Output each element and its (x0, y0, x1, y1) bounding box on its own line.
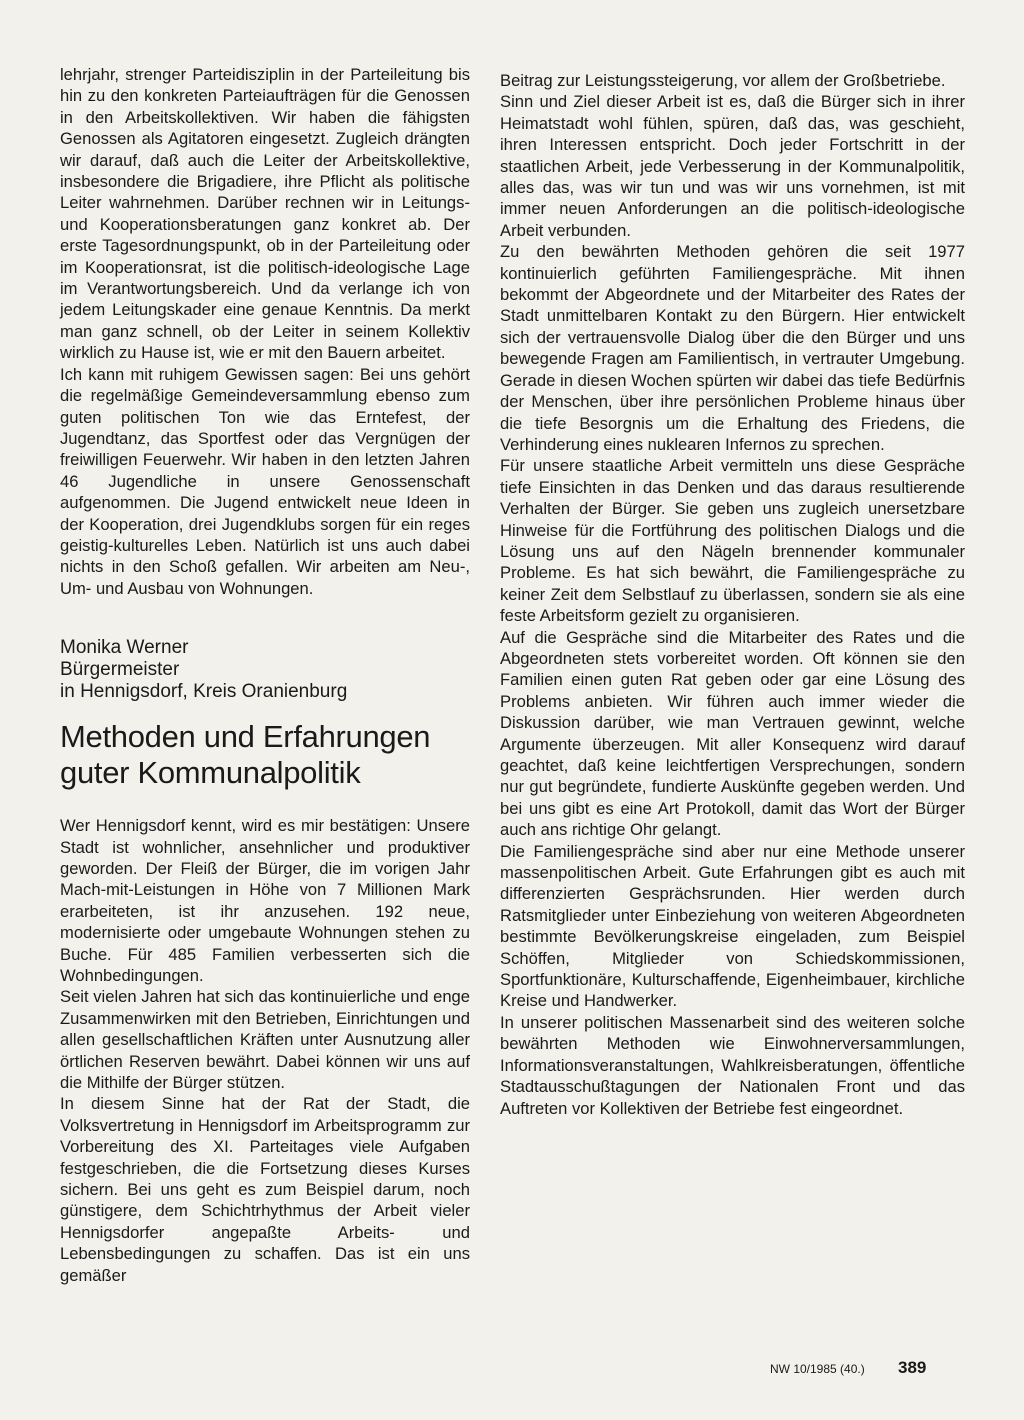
right-column (500, 70, 965, 1119)
author-role: Bürgermeister (60, 659, 180, 681)
body-paragraph: Die Familiengespräche sind aber nur eine Methode unserer massenpolitischen Arbeit. Gute Erfahrungen gibt es auch mit differenzierten Gesprächsrunden. Hier werden durch Ratsmitglieder unter Einbeziehung von weiteren Abgeordneten bestimmte Bevölkerungskreise eingeladen, zum Beispiel Schöffen, Mitglieder von Schiedskommissionen, Sportfunktionäre, Kulturschaffende, Eigenheimbauer, kirchliche Kreise und Handwerker. (500, 841, 965, 1011)
article-paragraph: In diesem Sinne hat der Rat der Stadt, die Volksvertretung in Hennigsdorf im Arbeitsprogramm zur Vorbereitung des XI. Parteitages viele Aufgaben festgeschrieben, die die Fortsetzung dieses Kurses sichern. Bei uns geht es zum Beispiel darum, noch günstigere, dem Schichtrhythmus der Arbeit vieler Hennigsdorfer angepaßte Arbeits- und Lebensbedingungen zu schaffen. Das ist ein uns gemäßer (60, 1094, 470, 1285)
page-number: 389 (898, 1358, 927, 1377)
journal-reference: NW 10/1985 (40.) (770, 1362, 865, 1376)
article-paragraph: Wer Hennigsdorf kennt, wird es mir bestätigen: Unsere Stadt ist wohnlicher, ansehnlicher und produktiver geworden. Der Fleiß der Bürger, die im vorigen Jahr Mach-mit-Leistungen in Höhe von 7 Millionen Mark erarbeiteten, ist ihr anzusehen. 192 neue, modernisierte oder umgebaute Wohnungen stehen zu Buche. Für 485 Familien verbesserten sich die Wohnbedingungen. (60, 816, 470, 985)
author-byline (60, 637, 470, 703)
article-headline (60, 719, 470, 791)
left-column (60, 64, 470, 1286)
body-paragraph: Auf die Gespräche sind die Mitarbeiter des Rates und die Abgeordneten stets vorbereitet worden. Oft können sie den Familien einen guten Rat geben oder gar eine Lösung des Problems anbieten. Wir führen auch immer wieder die Diskussion darüber, wie man Vertrauen gewinnt, welche Argumente überzeugen. Mit aller Konsequenz wird darauf geachtet, daß keine leichtfertigen Versprechungen, sondern nur gut begründete, fundierte Auskünfte gegeben werden. Und bei uns gibt es eine Art Protokoll, damit das Wort der Bürger auch ans richtige Ohr gelangt. (500, 627, 965, 840)
body-paragraph: In unserer politischen Massenarbeit sind des weiteren solche bewährten Methoden wie Einwohnerversammlungen, Informationsveranstaltungen, Wahlkreisberatungen, öffentliche Stadtausschußtagungen der Nationalen Front und das Auftreten vor Kollektiven der Betriebe fest eingeordnet. (500, 1012, 965, 1118)
headline-line-1: Methoden und Erfahrungen (60, 719, 431, 755)
author-place: in Hennigsdorf, Kreis Oranienburg (60, 681, 348, 703)
body-paragraph: Beitrag zur Leistungssteigerung, vor allem der Großbetriebe. (500, 71, 946, 90)
page-footer (770, 1358, 1000, 1382)
article-paragraph: Seit vielen Jahren hat sich das kontinuierliche und enge Zusammenwirken mit den Betrieben, Einrichtungen und allen gesellschaftlichen Kräften unter Ausnutzung aller örtlichen Reserven bewährt. Dabei können wir uns auf die Mithilfe der Bürger stützen. (60, 987, 470, 1093)
body-paragraph: Zu den bewährten Methoden gehören die seit 1977 kontinuierlich geführten Familiengespräche. Mit ihnen bekommt der Abgeordnete und der Mitarbeiter des Rates der Stadt unmittelbaren Kontakt zu den Bürgern. Hier entwickelt sich der vertrauensvolle Dialog über die den Bürger und uns bewegende Fragen am Familientisch, in vertrauter Umgebung. Gerade in diesen Wochen spürten wir dabei das tiefe Bedürfnis der Menschen, über ihre persönlichen Probleme hinaus über die tiefe Besorgnis um die Erhaltung des Friedens, die Verhinderung eines nuklearen Infernos zu sprechen. (500, 242, 965, 454)
author-name: Monika Werner (60, 637, 189, 659)
body-paragraph: Sinn und Ziel dieser Arbeit ist es, daß die Bürger sich in ihrer Heimatstadt wohl fühlen, spüren, daß das, was geschieht, ihren Interessen entspricht. Doch jeder Fortschritt in der staatlichen Arbeit, jede Verbesserung in der Kommunalpolitik, alles das, was wir tun und was wir uns vornehmen, ist mit immer neuen Anforderungen an die politisch-ideologische Arbeit verbunden. (500, 92, 965, 240)
body-paragraph: Ich kann mit ruhigem Gewissen sagen: Bei uns gehört die regelmäßige Gemeindeversammlung ebenso zum guten politischen Ton wie das Erntefest, der Jugendtanz, das Sportfest oder das Vergnügen der freiwilligen Feuerwehr. Wir haben in den letzten Jahren 46 Jugendliche in unsere Genossenschaft aufgenommen. Die Jugend entwickelt neue Ideen in der Kooperation, drei Jugendklubs sorgen für ein reges geistig-kulturelles Leben. Natürlich ist uns auch dabei nichts in den Schoß gefallen. Wir arbeiten am Neu-, Um- und Ausbau von Wohnungen. (60, 364, 470, 598)
body-paragraph: Für unsere staatliche Arbeit vermitteln uns diese Gespräche tiefe Einsichten in das Denken und das daraus resultierende Verhalten der Bürger. Sie geben uns zugleich unersetzbare Hinweise für die Fortführung des politischen Dialogs und die Lösung uns auf den Nägeln brennender kommunaler Probleme. Es hat sich bewährt, die Familiengespräche zu keiner Zeit dem Selbstlauf zu überlassen, sondern sie als eine feste Arbeitsform gezielt zu organisieren. (500, 456, 965, 626)
body-paragraph: lehrjahr, strenger Parteidisziplin in der Parteileitung bis hin zu den konkreten Parteiaufträgen für die Genossen in den Arbeitskollektiven. Wir haben die fähigsten Genossen als Agitatoren eingesetzt. Zugleich drängten wir darauf, daß auch die Leiter der Arbeitskollektive, insbesondere die Brigadiere, ihre Pflicht als politische Leiter wahrnehmen. Darüber rechnen wir in Leitungs- und Kooperationsberatungen ganz konkret ab. Der erste Tagesordnungspunkt, ob in der Parteileitung oder im Kooperationsrat, ist die politisch-ideologische Lage im Verantwortungsbereich. Und da verlange ich von jedem Leitungskader eine genaue Kenntnis. Da merkt man ganz schnell, ob der Leiter in seinem Kollektiv wirklich zu Hause ist, wie er mit den Bauern arbeitet. (60, 65, 470, 363)
headline-line-2: guter Kommunalpolitik (60, 755, 361, 791)
